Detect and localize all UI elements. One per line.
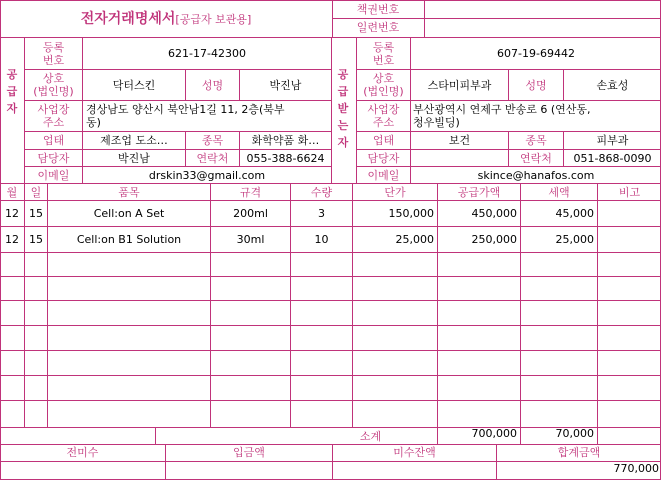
row1-tax: 45,000	[555, 207, 594, 220]
receiver-email[interactable]: skince@hanafos.com	[477, 169, 595, 182]
receiver-phone-label: 연락처	[520, 152, 552, 165]
receiver-name: 스타미피부과	[427, 79, 492, 92]
col-header-month: 월	[6, 186, 18, 199]
row1-item: Cell:on A Set	[93, 207, 165, 220]
supplier-bizitem: 화학약품 화…	[251, 134, 320, 147]
col-header-note: 비고	[618, 186, 641, 199]
supplier-bizitem-label: 종목	[201, 134, 224, 147]
row2-supply: 250,000	[471, 233, 517, 246]
col-header-qty: 수량	[310, 186, 333, 199]
received-amount-label: 입금액	[233, 446, 265, 459]
supplier-side-label: 공 급 자	[6, 68, 18, 115]
row2-day: 15	[29, 233, 43, 246]
supplier-email[interactable]: drskin33@gmail.com	[148, 169, 266, 182]
document-title: 전자거래명세서[공급자 보관용]	[80, 11, 252, 27]
supplier-biztype-label: 업태	[42, 134, 65, 147]
col-header-item: 품목	[118, 186, 140, 199]
supplier-address: 경상남도 양산시 북안남1길 11, 2층(북부 동)	[86, 103, 285, 129]
receiver-biztype: 보건	[448, 134, 471, 147]
serial-number-label: 일련번호	[356, 21, 400, 34]
col-header-tax: 세액	[548, 186, 570, 199]
prev-balance-label: 전미수	[66, 446, 99, 459]
receiver-side-label: 공 급 받 는 자	[337, 68, 349, 149]
supplier-rep-label: 성명	[201, 79, 224, 92]
row1-qty: 3	[318, 207, 325, 220]
receiver-bizitem: 피부과	[596, 134, 629, 147]
supplier-biztype: 제조업 도소…	[100, 134, 168, 147]
row1-supply: 450,000	[471, 207, 517, 220]
supplier-reg-number: 621-17-42300	[168, 47, 246, 60]
receiver-addr-label: 사업장 주소	[367, 103, 400, 129]
row2-tax: 25,000	[555, 233, 594, 246]
supplier-phone: 055-388-6624	[246, 152, 325, 165]
supplier-name: 닥터스킨	[112, 79, 156, 92]
row2-month: 12	[5, 233, 19, 246]
col-header-day: 일	[30, 186, 42, 199]
col-header-unit-price: 단가	[384, 186, 406, 199]
total-amount: 770,000	[613, 462, 659, 475]
row1-unit-price: 150,000	[388, 207, 434, 220]
supplier-contact-label: 담당자	[37, 152, 70, 165]
row2-item: Cell:on B1 Solution	[76, 233, 182, 246]
col-header-spec: 규격	[239, 186, 262, 199]
subtotal-label: 소계	[359, 430, 382, 443]
subtotal-supply: 700,000	[471, 427, 517, 440]
receiver-contact-label: 담당자	[367, 152, 400, 165]
unpaid-balance-label: 미수잔액	[393, 446, 436, 459]
row1-day: 15	[29, 207, 43, 220]
receiver-phone: 051-868-0090	[573, 152, 652, 165]
row1-month: 12	[5, 207, 19, 220]
row1-spec: 200ml	[233, 207, 268, 220]
supplier-rep-name: 박진남	[269, 79, 302, 92]
book-number-label: 책권번호	[356, 3, 400, 16]
supplier-email-label: 이메일	[37, 169, 70, 182]
total-amount-label: 합계금액	[557, 446, 601, 459]
receiver-biztype-label: 업태	[372, 134, 395, 147]
receiver-reg-number: 607-19-69442	[497, 47, 575, 60]
receiver-bizitem-label: 종목	[525, 134, 547, 147]
receiver-reg-label: 등록 번호	[372, 41, 395, 67]
supplier-phone-label: 연락처	[196, 152, 229, 165]
row2-unit-price: 25,000	[395, 233, 434, 246]
supplier-addr-label: 사업장 주소	[37, 103, 70, 129]
row2-spec: 30ml	[236, 233, 265, 246]
col-header-supply: 공급가액	[457, 186, 501, 199]
supplier-reg-label: 등록 번호	[42, 41, 65, 67]
subtotal-tax: 70,000	[555, 427, 594, 440]
receiver-email-label: 이메일	[367, 169, 400, 182]
row2-qty: 10	[314, 233, 329, 246]
supplier-name-label: 상호 (법인명)	[33, 72, 74, 98]
supplier-contact: 박진남	[118, 152, 150, 165]
receiver-rep-label: 성명	[525, 79, 547, 92]
receiver-rep-name: 손효성	[596, 79, 629, 92]
receiver-address: 부산광역시 연제구 반송로 6 (연산동, 청우빌딩)	[413, 103, 591, 129]
receiver-name-label: 상호 (법인명)	[363, 72, 404, 98]
